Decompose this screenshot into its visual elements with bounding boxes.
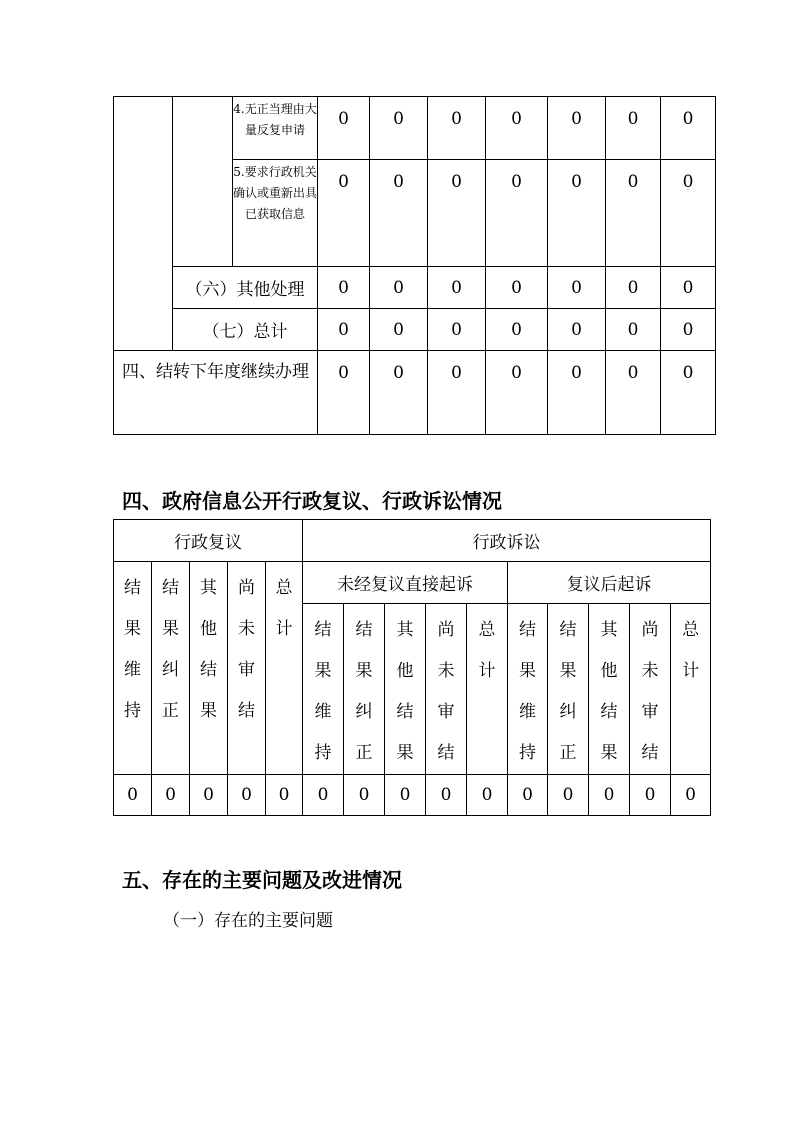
direct-col-header	[467, 604, 508, 775]
value-cell: 0	[370, 160, 428, 267]
value-cell: 0	[370, 351, 428, 435]
value-cell: 0	[114, 775, 152, 816]
value-cell: 0	[428, 97, 486, 160]
section-heading: 五、存在的主要问题及改进情况	[122, 868, 402, 892]
blank-category-cell	[114, 97, 173, 351]
col-header-text: 结果纠正	[355, 620, 373, 763]
value-cell: 0	[661, 309, 716, 351]
value-cell: 0	[606, 309, 661, 351]
value-cell: 0	[428, 309, 486, 351]
col-header-text: 其他结果	[396, 620, 414, 763]
col-header-text: 结果维持	[519, 620, 537, 763]
row-label: （七）总计	[173, 309, 318, 351]
section-heading: 四、政府信息公开行政复议、行政诉讼情况	[122, 489, 502, 513]
review-litigation-table	[113, 519, 711, 816]
col-header-text: 尚未审结	[641, 620, 659, 763]
direct-col-header	[426, 604, 467, 775]
col-header-text: 结果纠正	[162, 578, 179, 721]
value-cell: 0	[266, 775, 303, 816]
value-cell: 0	[508, 775, 548, 816]
value-cell: 0	[661, 160, 716, 267]
col-header-text: 结果维持	[314, 620, 332, 763]
value-cell: 0	[548, 309, 606, 351]
value-cell: 0	[630, 775, 671, 816]
value-cell: 0	[548, 97, 606, 160]
col-header-text: 结果纠正	[559, 620, 577, 763]
value-cell: 0	[344, 775, 385, 816]
value-cell: 0	[426, 775, 467, 816]
subsection-heading: （一）存在的主要问题	[163, 911, 333, 931]
review-col-header	[152, 562, 190, 775]
direct-suit-header: 未经复议直接起诉	[303, 562, 508, 604]
review-col-header	[114, 562, 152, 775]
direct-col-header	[385, 604, 426, 775]
value-cell: 0	[661, 267, 716, 309]
after-col-header	[589, 604, 630, 775]
value-cell: 0	[486, 351, 548, 435]
review-header: 行政复议	[114, 520, 303, 562]
review-col-header	[266, 562, 303, 775]
after-col-header	[630, 604, 671, 775]
review-col-header	[228, 562, 266, 775]
value-cell: 0	[548, 775, 589, 816]
value-cell: 0	[370, 97, 428, 160]
after-col-header	[548, 604, 589, 775]
value-cell: 0	[661, 97, 716, 160]
row-label: 4.无正当理由大量反复申请	[233, 97, 318, 160]
value-cell: 0	[318, 351, 370, 435]
value-cell: 0	[467, 775, 508, 816]
litigation-header: 行政诉讼	[303, 520, 711, 562]
direct-col-header	[303, 604, 344, 775]
value-cell: 0	[486, 97, 548, 160]
value-cell: 0	[671, 775, 711, 816]
value-cell: 0	[548, 267, 606, 309]
col-header-text: 总计	[275, 578, 293, 639]
col-header-text: 尚未审结	[238, 578, 255, 721]
value-cell: 0	[606, 97, 661, 160]
value-cell: 0	[606, 267, 661, 309]
value-cell: 0	[548, 351, 606, 435]
value-cell: 0	[486, 309, 548, 351]
after-col-header	[671, 604, 711, 775]
post-review-suit-header: 复议后起诉	[508, 562, 711, 604]
value-cell: 0	[303, 775, 344, 816]
value-cell: 0	[486, 160, 548, 267]
col-header-text: 结果维持	[124, 578, 141, 721]
value-cell: 0	[428, 267, 486, 309]
col-header-text: 总计	[682, 620, 700, 681]
value-cell: 0	[370, 309, 428, 351]
col-header-text: 尚未审结	[437, 620, 455, 763]
value-cell: 0	[589, 775, 630, 816]
after-col-header	[508, 604, 548, 775]
value-cell: 0	[385, 775, 426, 816]
value-cell: 0	[428, 351, 486, 435]
value-cell: 0	[228, 775, 266, 816]
review-col-header	[190, 562, 228, 775]
col-header-text: 其他结果	[600, 620, 618, 763]
value-cell: 0	[661, 351, 716, 435]
value-cell: 0	[548, 160, 606, 267]
value-cell: 0	[318, 267, 370, 309]
value-cell: 0	[486, 267, 548, 309]
row-label: （六）其他处理	[173, 267, 318, 309]
value-cell: 0	[190, 775, 228, 816]
value-cell: 0	[606, 160, 661, 267]
value-cell: 0	[370, 267, 428, 309]
application-handling-table	[113, 96, 716, 435]
row-label: 5.要求行政机关确认或重新出具已获取信息	[233, 160, 318, 267]
value-cell: 0	[318, 309, 370, 351]
value-cell: 0	[318, 97, 370, 160]
col-header-text: 其他结果	[200, 578, 217, 721]
value-cell: 0	[318, 160, 370, 267]
value-cell: 0	[428, 160, 486, 267]
value-cell: 0	[152, 775, 190, 816]
direct-col-header	[344, 604, 385, 775]
col-header-text: 总计	[478, 620, 496, 681]
blank-subcategory-cell	[173, 97, 233, 267]
carry-over-label: 四、结转下年度继续办理	[114, 351, 318, 435]
value-cell: 0	[606, 351, 661, 435]
